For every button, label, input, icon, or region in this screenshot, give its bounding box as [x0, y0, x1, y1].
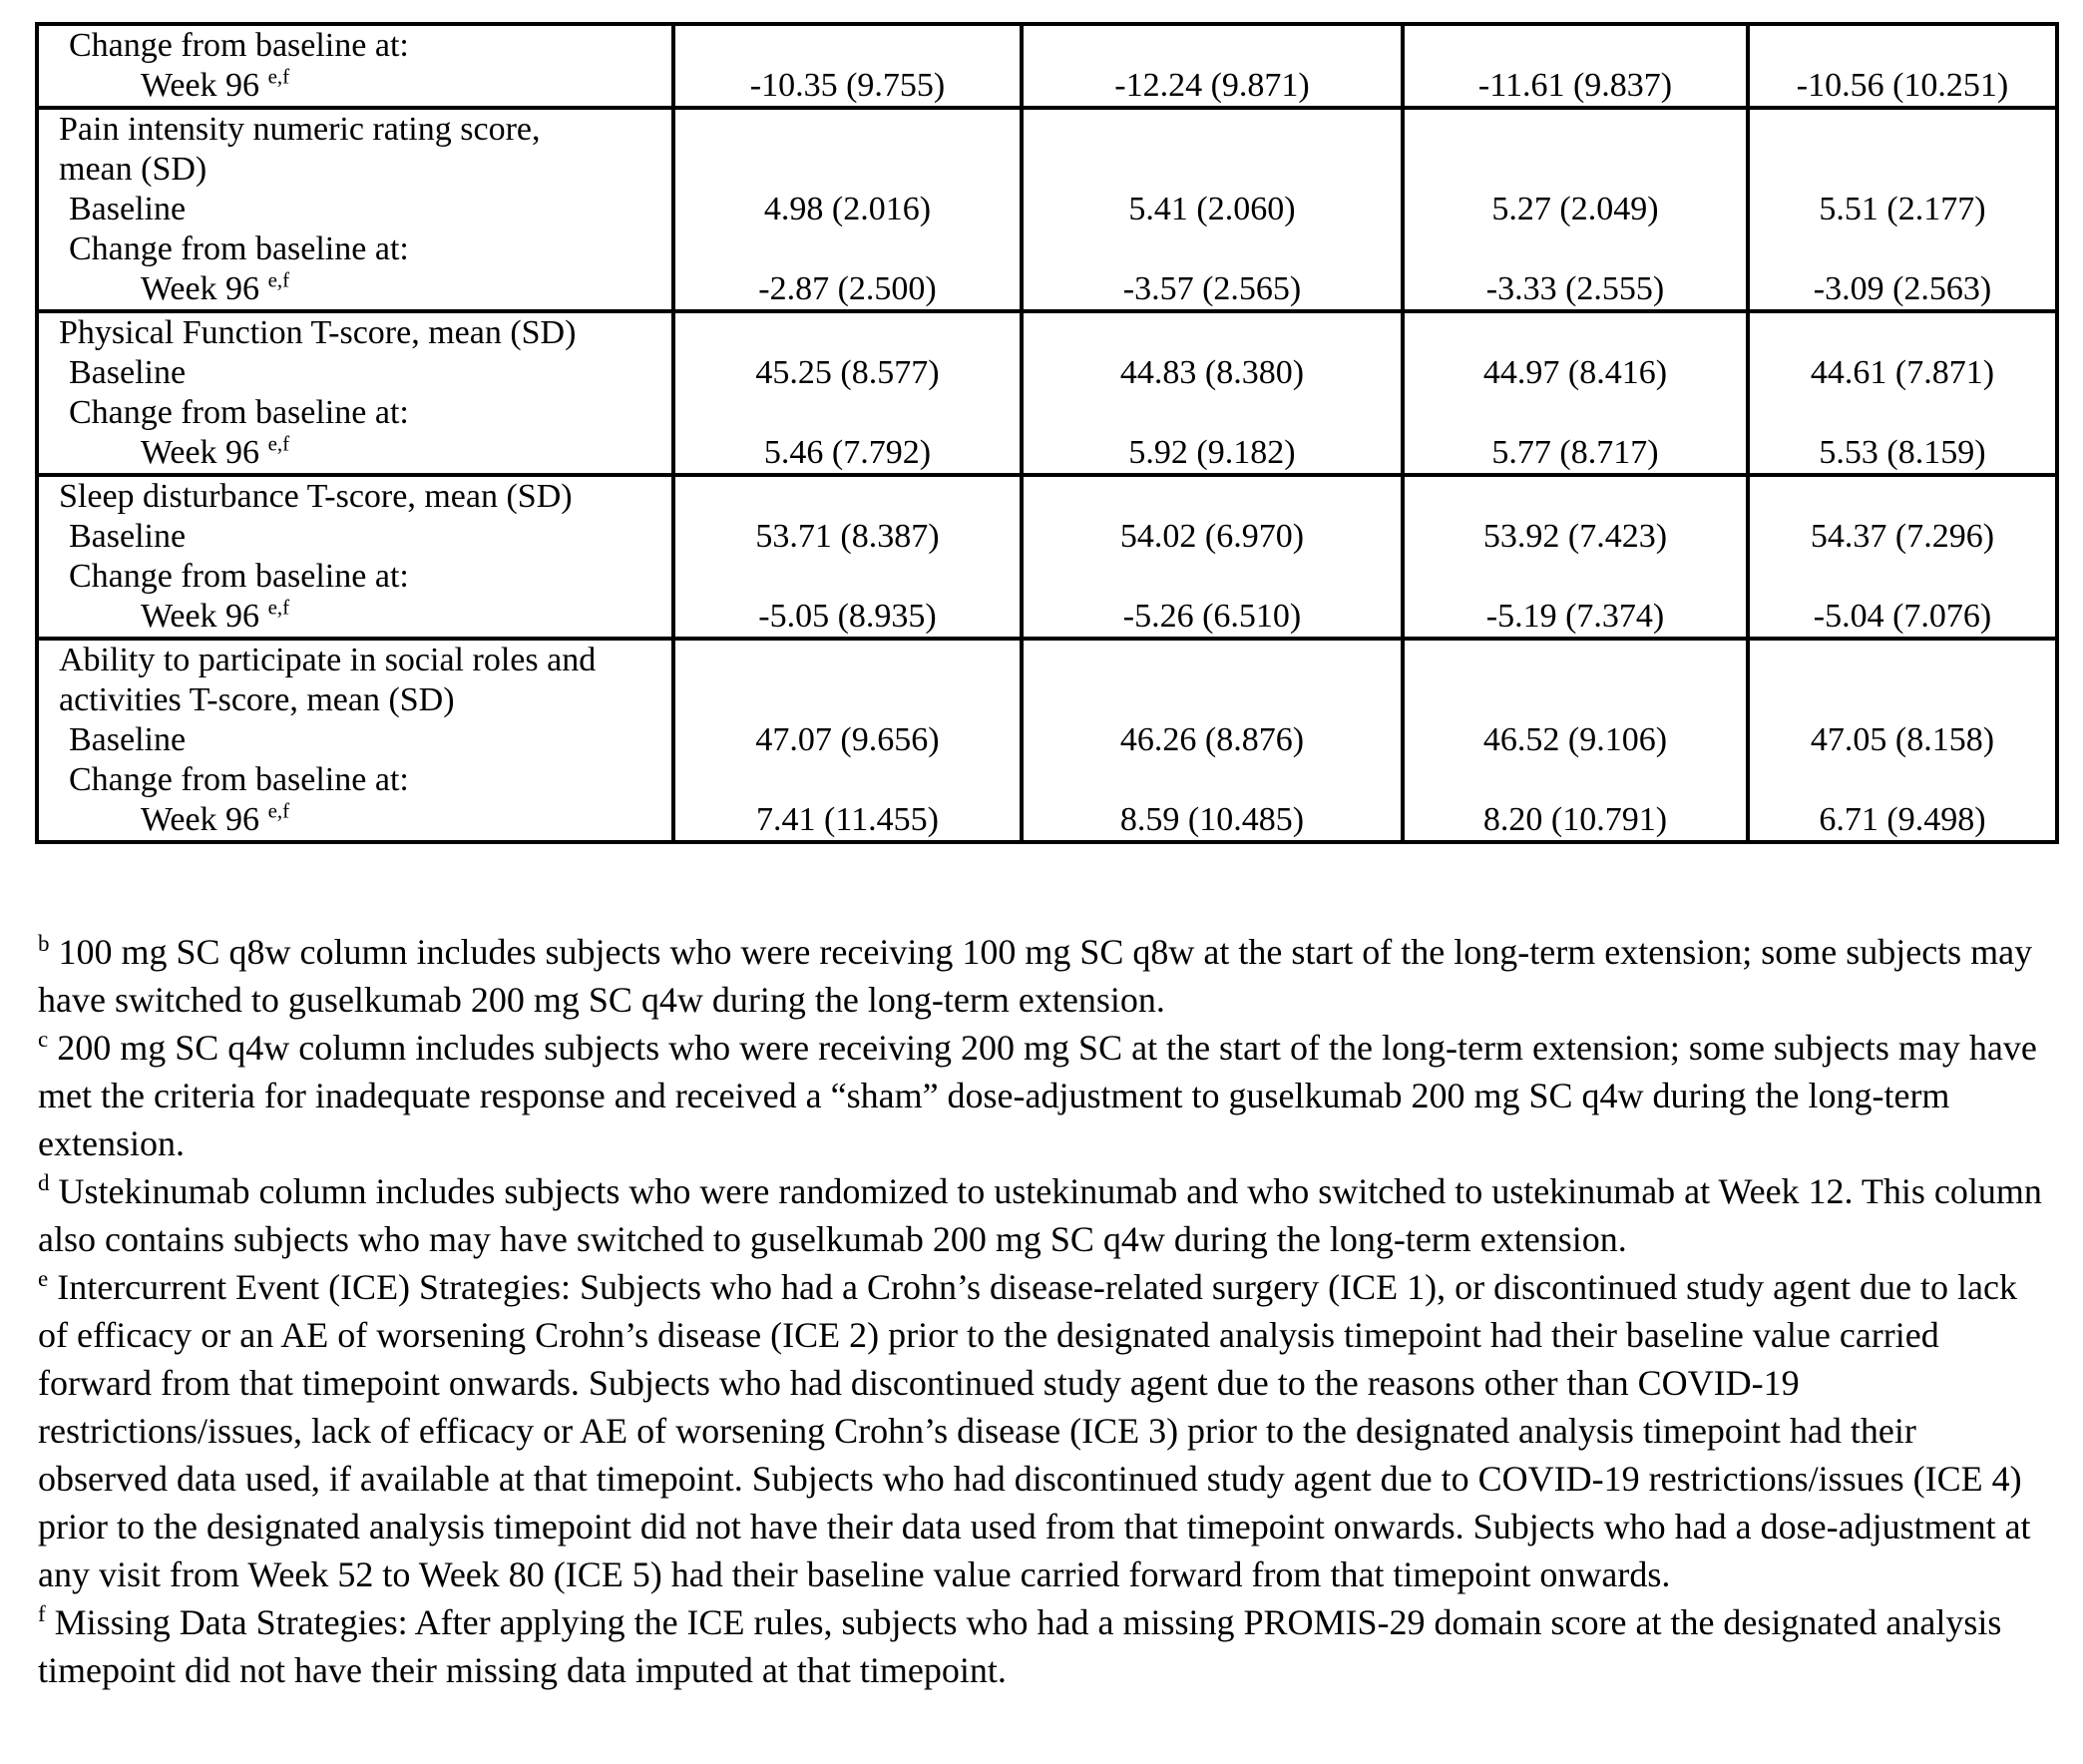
value-line	[1405, 760, 1746, 800]
footnote-marker: f	[38, 1601, 46, 1626]
value-line	[675, 680, 1020, 720]
value-cell-col2	[1022, 24, 1403, 108]
value-line: -11.61 (9.837)	[1477, 67, 1673, 104]
footnote-marker: e	[38, 1266, 49, 1291]
value-line	[1024, 110, 1401, 150]
value-line	[675, 477, 1020, 517]
value-line: -3.57 (2.565)	[1122, 270, 1302, 307]
value-cell-col2	[1022, 311, 1403, 475]
value-cell-col4	[1748, 311, 2057, 475]
value-line	[1024, 680, 1401, 720]
value-line: 47.05 (8.158)	[1810, 721, 1995, 758]
value-line	[1024, 229, 1401, 269]
row-label-line: Pain intensity numeric rating score,	[59, 111, 541, 148]
row-label-line: Ability to participate in social roles and	[59, 642, 597, 678]
value-cell-col4	[1748, 24, 2057, 108]
value-line	[1750, 680, 2055, 720]
value-line	[1405, 313, 1746, 353]
value-line	[675, 150, 1020, 190]
value-line: 5.46 (7.792)	[763, 434, 932, 471]
value-cell-col3	[1403, 24, 1748, 108]
value-line: 46.26 (8.876)	[1119, 721, 1305, 758]
row-label-line: Sleep disturbance T-score, mean (SD)	[59, 478, 573, 515]
value-line	[1405, 393, 1746, 433]
value-line	[1750, 641, 2055, 680]
value-line: -5.19 (7.374)	[1485, 598, 1665, 635]
footnote-b: $^b$ 100 mg SC q8w column includes subjects who were receiving 100 mg SC q8w at the start of the long-term extension; some subjects may have switched to guselkumab 200 mg SC q4w during the long-term extension.	[38, 931, 2033, 1020]
value-line	[675, 26, 1020, 66]
value-line	[1024, 557, 1401, 597]
value-line	[1750, 760, 2055, 800]
value-line	[1024, 26, 1401, 66]
value-line	[1750, 229, 2055, 269]
value-line	[675, 393, 1020, 433]
promis-table-body	[37, 24, 2057, 842]
value-cell-col4	[1748, 475, 2057, 639]
value-line: -10.56 (10.251)	[1796, 67, 2009, 104]
row-label-line: Change from baseline at:	[69, 230, 409, 267]
row-label-cell	[37, 108, 673, 311]
value-cell-col3	[1403, 639, 1748, 842]
table-row	[37, 311, 2057, 475]
table-row	[37, 475, 2057, 639]
value-line: -3.33 (2.555)	[1485, 270, 1665, 307]
value-cell-col4	[1748, 639, 2057, 842]
value-line	[1405, 150, 1746, 190]
promis-scores-table	[35, 22, 2059, 844]
value-cell-col4	[1748, 108, 2057, 311]
value-line	[1750, 477, 2055, 517]
footnote-e: $^e$ Intercurrent Event (ICE) Strategies: Subjects who had a Crohn’s disease-related surgery (ICE 1), or discontinued study agent due to lack of efficacy or an AE of worsening Crohn’s disease (ICE 2) prior to the designated analysis timepoint had their baseline value carried forward from that timepoint onwards. Subjects who had discontinued study agent due to the reasons other than COVID-19 restrictions/issues, lack of efficacy or AE of worsening Crohn’s disease (ICE 3) prior to the designated analysis timepoint had their observed data used, if available at that timepoint. Subjects who had discontinued study agent due to COVID-19 restrictions/issues (ICE 4) prior to the designated analysis timepoint did not have their data used from that timepoint onwards. Subjects who had a dose-adjustment at any visit from Week 52 to Week 80 (ICE 5) had their baseline value carried forward from that timepoint onwards.	[38, 1266, 2031, 1594]
value-line: 5.41 (2.060)	[1128, 191, 1296, 227]
value-line	[1024, 393, 1401, 433]
value-line	[1750, 26, 2055, 66]
row-label-line: mean (SD)	[59, 151, 208, 188]
value-cell-col1	[673, 311, 1022, 475]
value-line: -12.24 (9.871)	[1114, 67, 1310, 104]
row-label-line: activities T-score, mean (SD)	[59, 681, 455, 718]
footnote-marker: c	[38, 1027, 49, 1052]
footnote-reference: e,f	[267, 798, 290, 823]
value-line: 44.83 (8.380)	[1119, 354, 1305, 391]
value-line	[675, 557, 1020, 597]
value-line: -2.87 (2.500)	[758, 270, 937, 307]
row-label-line: Change from baseline at:	[69, 761, 409, 798]
value-line	[1750, 393, 2055, 433]
value-cell-col2	[1022, 639, 1403, 842]
footnote-c: $^c$ 200 mg SC q4w column includes subjects who were receiving 200 mg SC at the start of the long-term extension; some subjects may have met the criteria for inadequate response and received a “sham” dose-adjustment to guselkumab 200 mg SC q4w during the long-term extension.	[38, 1027, 2037, 1163]
value-line: 46.52 (9.106)	[1482, 721, 1668, 758]
row-label-line: Baseline	[69, 354, 187, 391]
row-label-line: Baseline	[69, 721, 187, 758]
row-label-cell	[37, 639, 673, 842]
value-line	[1024, 477, 1401, 517]
footnotes-section	[38, 928, 2047, 1694]
value-line	[1405, 557, 1746, 597]
value-line: 7.41 (11.455)	[756, 801, 939, 838]
value-line	[1405, 641, 1746, 680]
value-cell-col3	[1403, 108, 1748, 311]
value-line	[675, 313, 1020, 353]
footnote-reference: e,f	[267, 64, 290, 89]
footnote-f: $^f$ Missing Data Strategies: After applying the ICE rules, subjects who had a missing PROMIS-29 domain score at the designated analysis timepoint did not have their missing data imputed at that timepoint.	[38, 1601, 2002, 1690]
value-line: 53.92 (7.423)	[1482, 518, 1668, 555]
value-line: 45.25 (8.577)	[755, 354, 940, 391]
value-line	[1750, 557, 2055, 597]
value-line: -5.04 (7.076)	[1813, 598, 1992, 635]
value-line: 44.61 (7.871)	[1810, 354, 1995, 391]
value-line	[675, 641, 1020, 680]
row-label-line: Week 96 $^{e,f}$	[141, 595, 290, 635]
row-label-cell	[37, 24, 673, 108]
value-cell-col2	[1022, 475, 1403, 639]
value-line	[675, 110, 1020, 150]
value-line: 5.53 (8.159)	[1819, 434, 1986, 471]
value-line	[1750, 313, 2055, 353]
table-row	[37, 108, 2057, 311]
value-line: -5.05 (8.935)	[758, 598, 937, 635]
value-cell-col2	[1022, 108, 1403, 311]
row-label-cell	[37, 475, 673, 639]
row-label-line: Change from baseline at:	[69, 558, 409, 595]
value-cell-col1	[673, 108, 1022, 311]
footnote-reference: e,f	[267, 595, 290, 620]
row-label-line: Physical Function T-score, mean (SD)	[59, 314, 577, 351]
value-line: -10.35 (9.755)	[749, 67, 946, 104]
table-row	[37, 24, 2057, 108]
value-cell-col1	[673, 24, 1022, 108]
value-line: -5.26 (6.510)	[1122, 598, 1302, 635]
value-line	[675, 229, 1020, 269]
value-cell-col3	[1403, 311, 1748, 475]
value-line: 53.71 (8.387)	[755, 518, 940, 555]
value-line: 6.71 (9.498)	[1819, 801, 1986, 838]
value-line: 8.59 (10.485)	[1119, 801, 1305, 838]
value-line	[1405, 26, 1746, 66]
value-line	[1405, 477, 1746, 517]
footnote-marker: b	[38, 931, 50, 956]
row-label-line: Week 96 $^{e,f}$	[141, 431, 290, 471]
row-label-line: Week 96 $^{e,f}$	[141, 267, 290, 307]
value-line	[1405, 110, 1746, 150]
row-label-line: Change from baseline at:	[69, 27, 409, 64]
value-cell-col1	[673, 639, 1022, 842]
footnote-reference: e,f	[267, 431, 290, 456]
footnote-reference: e,f	[267, 267, 290, 292]
row-label-line: Change from baseline at:	[69, 394, 409, 431]
value-line: 44.97 (8.416)	[1482, 354, 1668, 391]
footnote-marker: d	[38, 1170, 50, 1195]
value-line	[675, 760, 1020, 800]
value-line: 5.77 (8.717)	[1491, 434, 1659, 471]
footnote-d: $^d$ Ustekinumab column includes subjects who were randomized to ustekinumab and who switched to ustekinumab at Week 12. This column also contains subjects who may have switched to guselkumab 200 mg SC q4w during the long-term extension.	[38, 1170, 2042, 1259]
row-label-line: Week 96 $^{e,f}$	[141, 64, 290, 104]
value-line	[1405, 229, 1746, 269]
value-line: 5.51 (2.177)	[1819, 191, 1986, 227]
value-line: -3.09 (2.563)	[1813, 270, 1992, 307]
value-cell-col1	[673, 475, 1022, 639]
row-label-line: Week 96 $^{e,f}$	[141, 798, 290, 838]
row-label-cell	[37, 311, 673, 475]
value-line	[1024, 150, 1401, 190]
table-row	[37, 639, 2057, 842]
value-line: 5.92 (9.182)	[1128, 434, 1296, 471]
value-line: 54.02 (6.970)	[1119, 518, 1305, 555]
value-line: 8.20 (10.791)	[1482, 801, 1668, 838]
row-label-line: Baseline	[69, 191, 187, 227]
value-line	[1024, 760, 1401, 800]
value-line	[1024, 313, 1401, 353]
value-line: 5.27 (2.049)	[1491, 191, 1659, 227]
value-line	[1750, 150, 2055, 190]
value-line	[1405, 680, 1746, 720]
value-line: 4.98 (2.016)	[763, 191, 932, 227]
value-line: 47.07 (9.656)	[755, 721, 940, 758]
row-label-line: Baseline	[69, 518, 187, 555]
value-cell-col3	[1403, 475, 1748, 639]
value-line	[1024, 641, 1401, 680]
value-line	[1750, 110, 2055, 150]
value-line: 54.37 (7.296)	[1810, 518, 1995, 555]
